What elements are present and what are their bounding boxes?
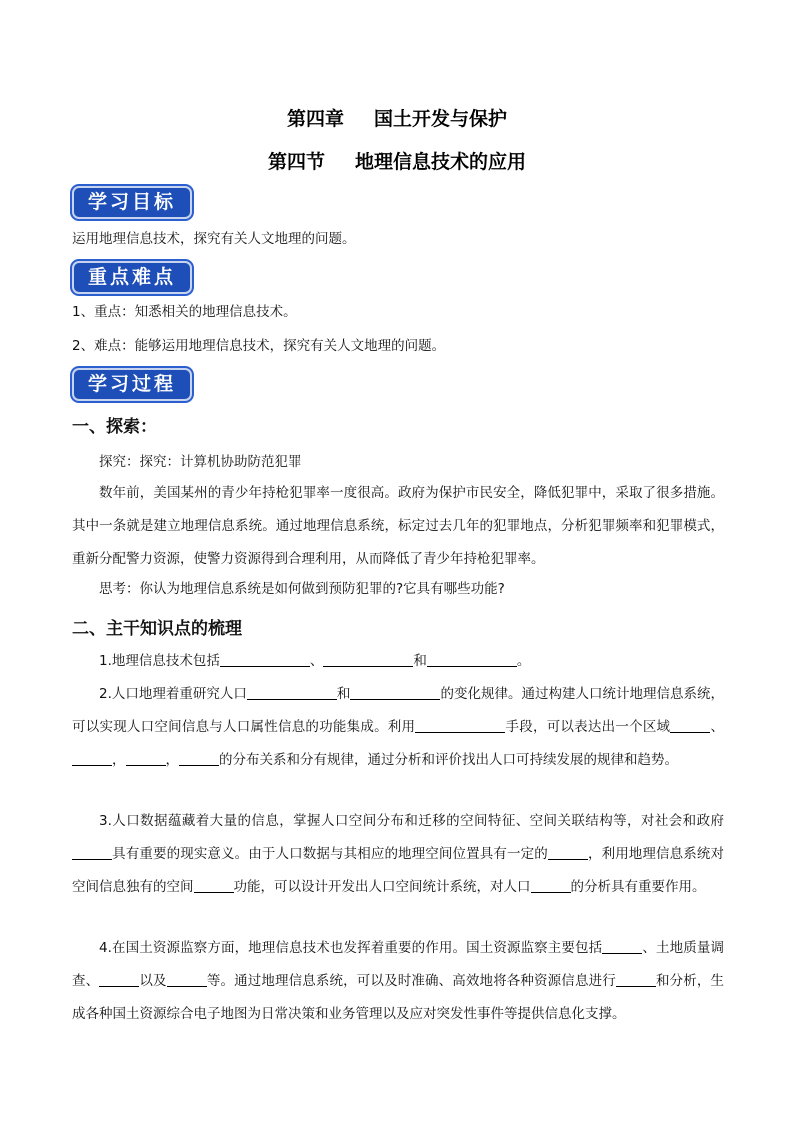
answer-blank[interactable]: [415, 718, 505, 733]
explore-title: 探究：探究：计算机协助防范犯罪: [99, 454, 302, 470]
answer-blank[interactable]: [179, 751, 219, 766]
explore-heading: 一、探索：: [72, 417, 157, 437]
answer-blank[interactable]: [72, 751, 112, 766]
section-number: 第四节: [267, 151, 325, 173]
key-points-badge: 重点难点: [72, 261, 192, 294]
section-name: 地理信息技术的应用: [355, 151, 527, 173]
answer-blank[interactable]: [167, 972, 207, 987]
answer-blank[interactable]: [616, 972, 656, 987]
objectives-badge: 学习目标: [72, 186, 192, 219]
knowledge-item-4: 4.在国土资源监察方面，地理信息技术也发挥着重要的作用。国土资源监察主要包括 、土地质量调查、 以及 等。通过地理信息系统，可以及时准确、高效地将各种资源信息进行 和分析，生成各种国土资源综合电子地图为日常决策和业务管理以及应对突发性事件等提供信息化支撑。: [72, 940, 725, 1022]
answer-blank[interactable]: [72, 845, 112, 860]
explore-paragraph: 数年前，美国某州的青少年持枪犯罪率一度很高。政府为保护市民安全，降低犯罪中，采取了很多措施。其中一条就是建立地理信息系统。通过地理信息系统，标定过去几年的犯罪地点，分析犯罪频率和犯罪模式，重新分配警力资源，使警力资源得到合理利用，从而降低了青少年持枪犯罪率。: [72, 485, 724, 567]
key-point-2: 2、难点：能够运用地理信息技术，探究有关人文地理的问题。: [72, 338, 446, 354]
answer-blank[interactable]: [602, 939, 642, 954]
answer-blank[interactable]: [323, 652, 413, 667]
objectives-text: 运用地理信息技术，探究有关人文地理的问题。: [72, 231, 356, 247]
answer-blank[interactable]: [247, 685, 337, 700]
answer-blank[interactable]: [427, 652, 517, 667]
answer-blank[interactable]: [531, 878, 571, 893]
answer-blank[interactable]: [350, 685, 440, 700]
answer-blank[interactable]: [194, 878, 234, 893]
answer-blank[interactable]: [548, 845, 588, 860]
answer-blank[interactable]: [670, 718, 710, 733]
answer-blank[interactable]: [126, 751, 166, 766]
explore-question: 思考：你认为地理信息系统是如何做到预防犯罪的?它具有哪些功能?: [99, 581, 505, 597]
knowledge-item-1: 1.地理信息技术包括 、 和 。: [99, 653, 531, 669]
chapter-name: 国土开发与保护: [374, 108, 508, 130]
answer-blank[interactable]: [220, 652, 310, 667]
knowledge-item-3: 3.人口数据蕴藏着大量的信息，掌握人口空间分布和迁移的空间特征、空间关联结构等，对社会和政府具有重要的现实意义。由于人口数据与其相应的地理空间位置具有一定的 ，利用地理信息系统对空间信息独有的空间 功能，可以设计开发出人口空间统计系统，对人口 的分析具有重要作用。: [72, 813, 725, 895]
knowledge-heading: 二、主干知识点的梳理: [72, 619, 242, 639]
section-title: [0, 147, 794, 174]
process-badge: 学习过程: [72, 368, 192, 401]
chapter-number: 第四章: [286, 108, 344, 130]
chapter-title: [0, 104, 794, 131]
key-point-1: 1、重点：知悉相关的地理信息技术。: [72, 304, 297, 320]
knowledge-item-2: 2.人口地理着重研究人口 和 的变化规律。通过构建人口统计地理信息系统，可以实现人口空间信息与人口属性信息的功能集成。利用 手段，可以表达出一个区域 、， ， 的分布关系和分有规律，通过分析和评价找出人口可持续发展的规律和趋势。: [72, 686, 725, 768]
answer-blank[interactable]: [99, 972, 139, 987]
